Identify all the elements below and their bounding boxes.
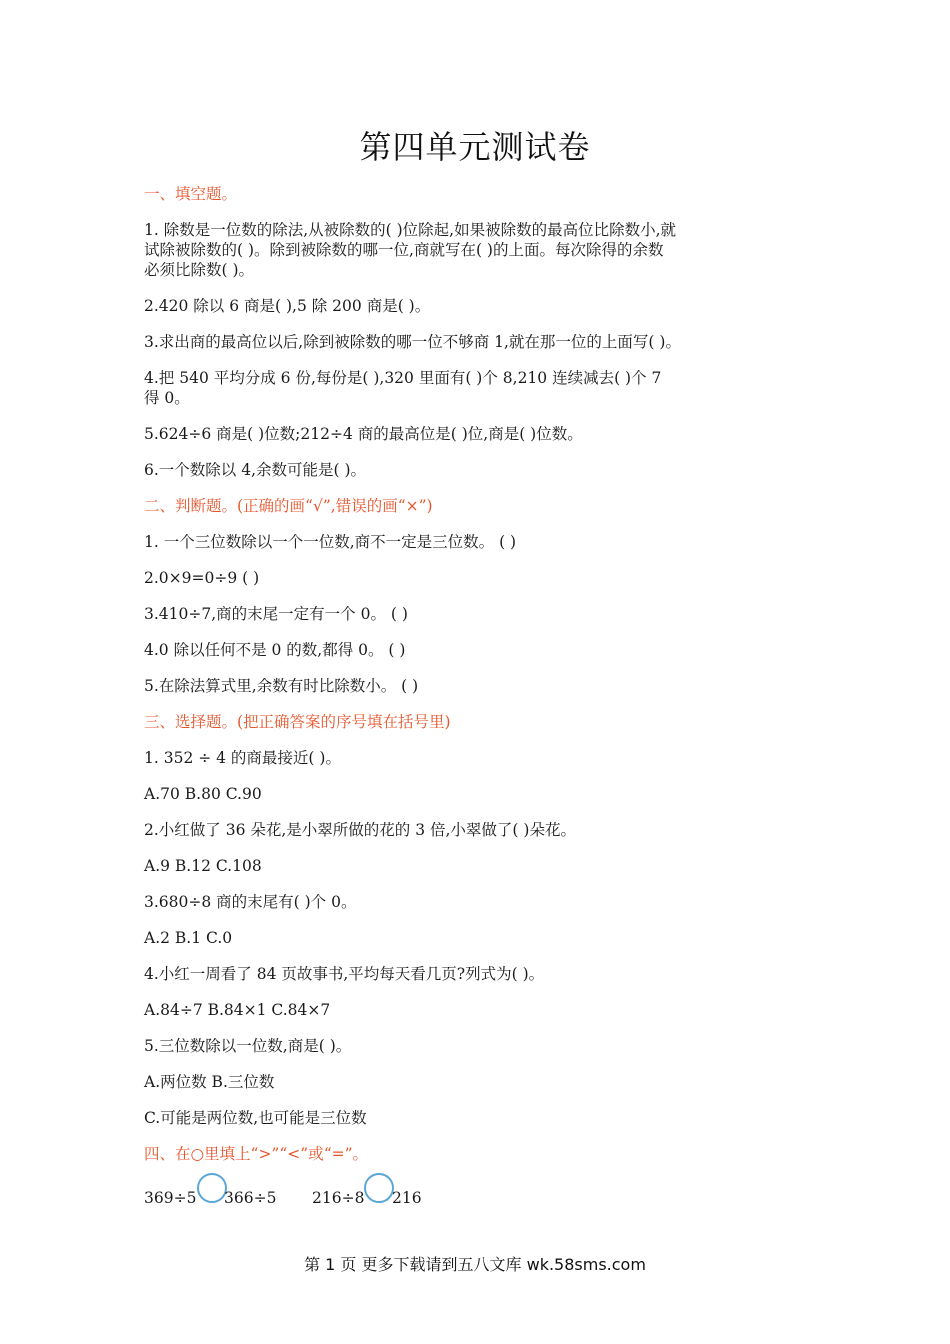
question-1-1-line-3: 必须比除数( )。: [144, 261, 255, 279]
question-3-2: 2.小红做了 36 朵花,是小翠所做的花的 3 倍,小翠做了( )朵花。: [144, 821, 576, 839]
question-1-6: 6.一个数除以 4,余数可能是( )。: [144, 461, 367, 479]
section-heading-true-false: 二、判断题。(正确的画“√”,错误的画“×”): [144, 497, 433, 515]
section-heading-fill-blank: 一、填空题。: [144, 185, 238, 203]
question-2-3: 3.410÷7,商的末尾一定有一个 0。 ( ): [144, 605, 408, 623]
question-3-5-option-c: C.可能是两位数,也可能是三位数: [144, 1109, 367, 1127]
compare-2-right: 216: [392, 1189, 422, 1207]
question-1-1-line-2: 试除被除数的( )。除到被除数的哪一位,商就写在( )的上面。每次除得的余数: [144, 241, 664, 259]
question-1-2: 2.420 除以 6 商是( ),5 除 200 商是( )。: [144, 297, 431, 315]
page-footer: 第 1 页 更多下载请到五八文库 wk.58sms.com: [304, 1255, 646, 1274]
compare-1-right: 366÷5: [224, 1189, 277, 1207]
compare-2-answer-circle[interactable]: [364, 1173, 394, 1203]
question-1-1-line-1: 1. 除数是一位数的除法,从被除数的( )位除起,如果被除数的最高位比除数小,就: [144, 221, 677, 239]
question-1-4-line-2: 得 0。: [144, 389, 190, 407]
question-3-4: 4.小红一周看了 84 页故事书,平均每天看几页?列式为( )。: [144, 965, 545, 983]
question-2-4: 4.0 除以任何不是 0 的数,都得 0。 ( ): [144, 641, 406, 659]
question-3-3: 3.680÷8 商的末尾有( )个 0。: [144, 893, 357, 911]
question-3-3-options: A.2 B.1 C.0: [144, 929, 233, 947]
page-title: 第四单元测试卷: [359, 128, 591, 166]
section-heading-compare: 四、在○里填上“>”“<”或“=”。: [144, 1145, 369, 1163]
question-1-3: 3.求出商的最高位以后,除到被除数的哪一位不够商 1,就在那一位的上面写( )。: [144, 333, 681, 351]
question-2-1: 1. 一个三位数除以一个一位数,商不一定是三位数。 ( ): [144, 533, 517, 551]
question-3-5-options: A.两位数 B.三位数: [144, 1073, 275, 1091]
question-3-2-options: A.9 B.12 C.108: [144, 857, 262, 875]
question-2-2: 2.0×9=0÷9 ( ): [144, 569, 260, 587]
question-3-1: 1. 352 ÷ 4 的商最接近( )。: [144, 749, 341, 767]
question-1-5: 5.624÷6 商是( )位数;212÷4 商的最高位是( )位,商是( )位数。: [144, 425, 583, 443]
question-2-5: 5.在除法算式里,余数有时比除数小。 ( ): [144, 677, 419, 695]
question-3-1-options: A.70 B.80 C.90: [144, 785, 262, 803]
question-3-5: 5.三位数除以一位数,商是( )。: [144, 1037, 352, 1055]
question-3-4-options: A.84÷7 B.84×1 C.84×7: [144, 1001, 331, 1019]
compare-1-answer-circle[interactable]: [197, 1173, 227, 1203]
question-1-4-line-1: 4.把 540 平均分成 6 份,每份是( ),320 里面有( )个 8,210 连续减去( )个 7: [144, 369, 662, 387]
compare-2-left: 216÷8: [312, 1189, 365, 1207]
section-heading-multiple-choice: 三、选择题。(把正确答案的序号填在括号里): [144, 713, 451, 731]
compare-1-left: 369÷5: [144, 1189, 197, 1207]
